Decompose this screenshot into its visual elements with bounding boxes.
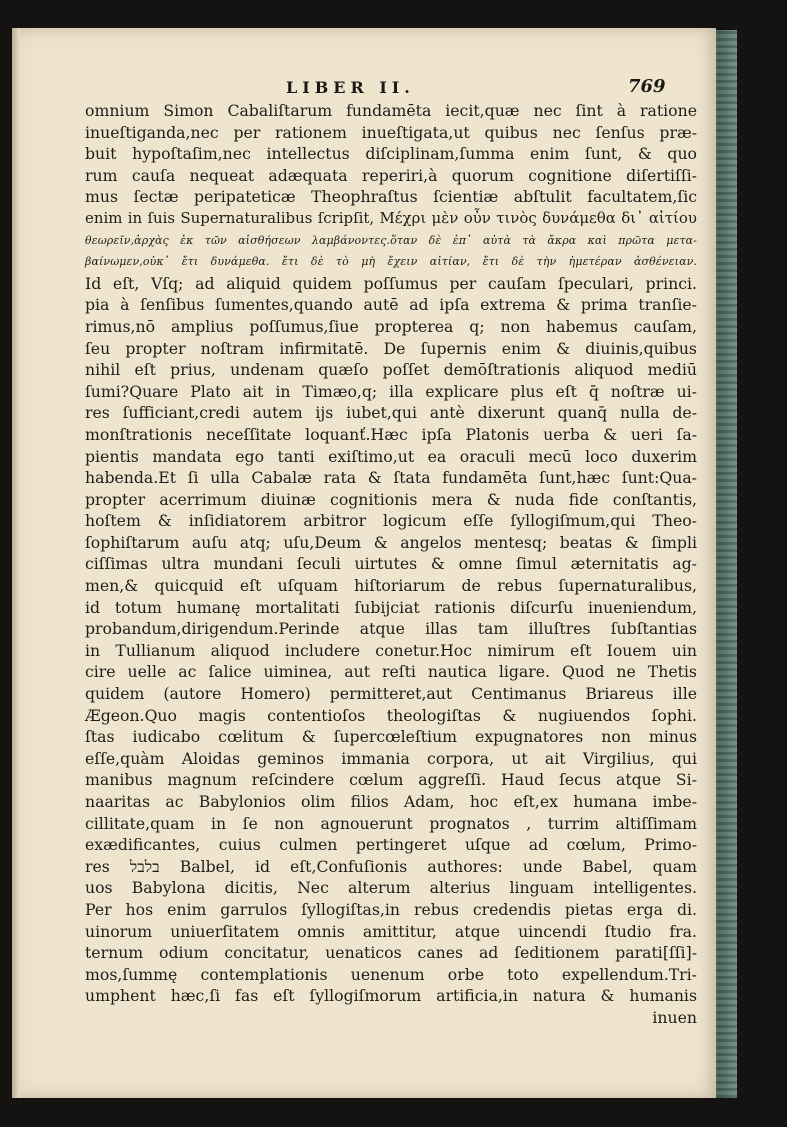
text-line: nihil eſt prius, undenam quæſo poſſet demōſtrationis aliquod mediū — [85, 360, 697, 380]
text-line: res בלבל Balbel, id eſt,Confuſionis authores: unde Babel, quam — [85, 856, 697, 876]
greek-quote-line: βαίνωμεν,οὐκ᾽ ἔτι δυνάμεθα. ἔτι δὲ τὸ μὴ ἔχειν αἰτίαν, ἔτι δὲ τὴν ἡμετέραν ἀσθένειαν. — [85, 255, 697, 269]
text-line: probandum,dirigendum.Perinde atque illas tam illuſtres ſubſtantias — [85, 619, 697, 639]
text-line: id totum humanę mortalitati ſubijciat rationis diſcurſu inueniendum, — [85, 597, 697, 617]
page-number: 769 — [628, 76, 666, 97]
text-line: in Tullianum aliquod includere conetur.Hoc nimirum eſt Iouem uin — [85, 640, 697, 660]
page-gutter — [12, 28, 20, 1098]
text-line: Per hos enim garrulos ſyllogiſtas,in rebus credendis pietas erga di. — [85, 899, 697, 919]
text-line: propter acerrimum diuinæ cognitionis mera & nuda fide conſtantis, — [85, 489, 697, 509]
text-line: ſeu propter noſtram infirmitatē. De ſupernis enim & diuinis,quibus — [85, 338, 697, 358]
text-line: hoſtem & inſidiatorem arbitror logicum eſſe ſyllogiſmum,qui Theo- — [85, 511, 697, 531]
text-line: enim in ſuis Supernaturalibus ſcripſit, Μέχρι μὲν οὖν τινὸς δυνάμεθα δι᾽ αἰτίου — [85, 208, 697, 227]
text-line: habenda.Et ſi ulla Cabalæ rata & ſtata fundamēta ſunt,hæc ſunt:Qua- — [85, 468, 697, 488]
text-line: rimus,nō amplius poſſumus,ſiue propterea q; non habemus cauſam, — [85, 316, 697, 336]
text-line: ciſſimas ultra mundani ſeculi uirtutes & omne ſimul æternitatis ag- — [85, 554, 697, 574]
text-line: inueſtiganda,nec per rationem inueſtigata,ut quibus nec ſenſus præ- — [85, 122, 697, 142]
text-line: uos Babylona dicitis, Nec alterum alterius linguam intelligentes. — [85, 878, 697, 898]
text-line: ſophiſtarum auſu atq; uſu,Deum & angelos mentesq; beatas & ſimpli — [85, 532, 697, 552]
text-line: manibus magnum reſcindere cœlum aggreſſi. Haud ſecus atque Si- — [85, 770, 697, 790]
text-line: mus ſectæ peripateticæ Theophraſtus ſcientiæ abſtulit facultatem,ſic — [85, 187, 697, 207]
greek-quote-line: θεωρεῖν,ἀρχὰς ἐκ τῶν αἰσθήσεων λαμβάνοντες.ὅταν δὲ ἐπ᾽ αὐτὰ τὰ ἄκρα καὶ πρῶτα μετα- — [85, 233, 697, 247]
text-line: Id eſt, Vſq; ad aliquid quidem poſſumus per cauſam ſpeculari, princi. — [85, 273, 697, 293]
text-line: eſſe,quàm Aloidas geminos immania corpora, ut ait Virgilius, qui — [85, 748, 697, 768]
text-line: res ſufficiant,credi autem ijs iubet,qui antè dixerunt quanq̄ nulla de- — [85, 403, 697, 423]
text-line: mos,ſummę contemplationis uenenum orbe toto expellendum.Tri- — [85, 964, 697, 984]
text-line: Ægeon.Quo magis contentioſos theologiſtas & nugiuendos ſophi. — [85, 705, 697, 725]
text-line: rum cauſa nequeat adæquata reperiri,à quorum cognitione diſertiſſi- — [85, 165, 697, 185]
text-line: men,& quicquid eſt uſquam hiſtoriarum de rebus ſupernaturalibus, — [85, 576, 697, 596]
text-line: cillitate,quam in ſe non agnouerunt prognatos , turrim altiſſimam — [85, 813, 697, 833]
text-line: monſtrationis neceſſitate loquanť.Hæc ipſa Platonis uerba & ueri ſa- — [85, 424, 697, 444]
text-line: uinorum uniuerſitatem omnis amittitur, atque uincendi ſtudio fra. — [85, 921, 697, 941]
text-line: umphent hæc,ſi fas eſt ſyllogiſmorum artificia,in natura & humanis — [85, 986, 697, 1006]
text-line: pientis mandata ego tanti exiſtimo,ut ea oraculi mecū loco duxerim — [85, 446, 697, 466]
text-line: quidem (autore Homero) permitteret,aut Centimanus Briareus ille — [85, 684, 697, 704]
running-head — [0, 78, 787, 102]
text-line: buit hypoſtaſim,nec intellectus diſciplinam,ſumma enim ſunt, & quo — [85, 144, 697, 164]
text-line: exædificantes, cuius culmen pertingeret uſque ad cœlum, Primo- — [85, 835, 697, 855]
text-line: naaritas ac Babylonios olim filios Adam, hoc eſt,ex humana imbe- — [85, 792, 697, 811]
text-line: pia à ſenſibus ſumentes,quando autē ad ipſa extrema & prima tranſie- — [85, 295, 697, 315]
catchword: inuen — [652, 1007, 697, 1027]
text-line: cire uelle ac ſalice uiminea, aut reſti nautica ligare. Quod ne Thetis — [85, 662, 697, 682]
body-text — [85, 100, 697, 1029]
text-line: omnium Simon Cabaliſtarum fundamēta iecit,quæ nec ſint à ratione — [85, 101, 697, 120]
text-line: ſumi?Quare Plato ait in Timæo,q; illa explicare plus eſt q̄ noſtræ ui- — [85, 381, 697, 401]
text-line: ſtas iudicabo cœlitum & ſupercœleſtium expugnatores non minus — [85, 727, 697, 747]
text-line: ternum odium concitatur, uenaticos canes ad ſeditionem parati[ſſi]- — [85, 943, 697, 963]
book-title: LIBER II. — [286, 78, 415, 97]
